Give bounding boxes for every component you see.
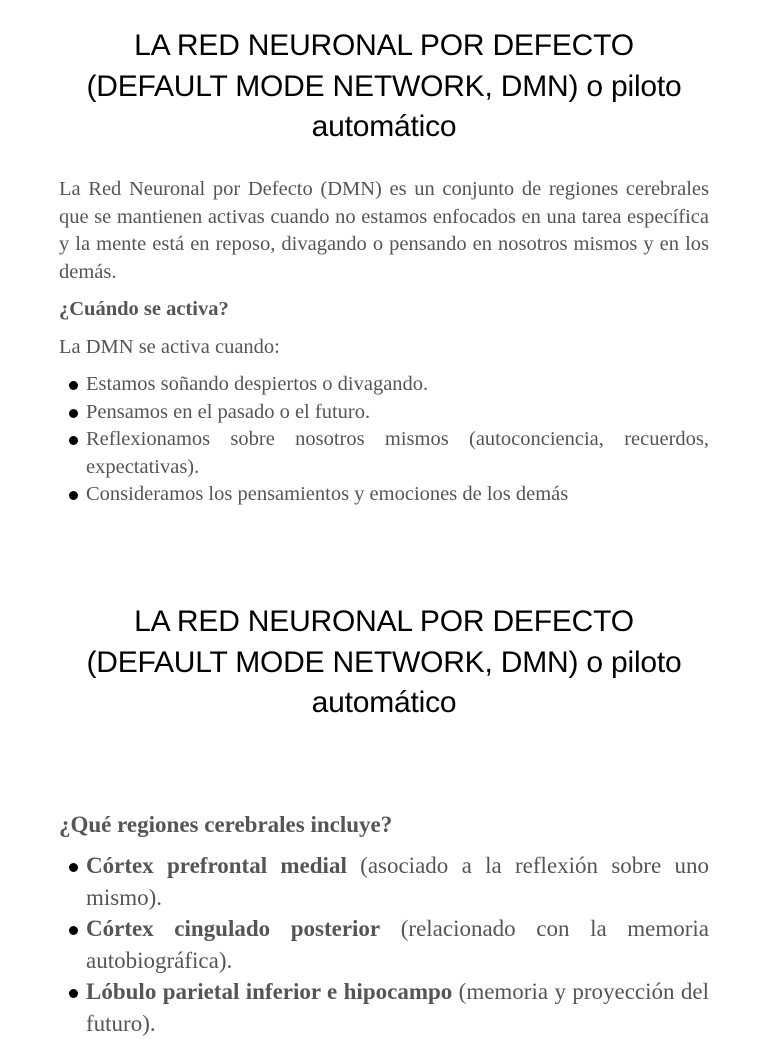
list-item — [59, 426, 709, 481]
list-item — [59, 481, 709, 509]
list-item-text: Estamos soñando despiertos o divagando. — [86, 373, 429, 395]
regions-heading: ¿Qué regiones cerebrales incluye? — [59, 812, 393, 837]
region-term: Córtex prefrontal medial — [86, 853, 347, 878]
intro-paragraph: La Red Neuronal por Defecto (DMN) es un conjunto de regiones cerebrales que se mantienen activas cuando no estamos enfocados en una tarea específica y la mente está en reposo, divagando o pensando en nosotros mismos y en los demás. — [59, 178, 709, 283]
activation-list — [59, 371, 709, 509]
region-description: (asociado a la reflexión sobre uno mismo). — [86, 853, 709, 910]
bullet-icon — [69, 381, 78, 390]
list-item — [59, 399, 709, 427]
bullet-icon — [69, 989, 78, 998]
list-item — [59, 371, 709, 399]
list-item — [59, 850, 709, 913]
list-item — [59, 913, 709, 976]
bullet-icon — [69, 926, 78, 935]
bullet-icon — [69, 863, 78, 872]
region-term: Córtex cingulado posterior — [86, 916, 381, 941]
regions-list — [59, 850, 709, 1039]
list-item — [59, 976, 709, 1039]
list-item-text: Reflexionamos sobre nosotros mismos (autoconciencia, recuerdos, expectativas). — [86, 428, 709, 478]
bullet-icon — [69, 436, 78, 445]
region-description: (relacionado con la memoria autobiográfica). — [86, 916, 709, 973]
slide-2-title: LA RED NEURONAL POR DEFECTO (DEFAULT MODE NETWORK, DMN) o piloto automático — [86, 605, 682, 719]
list-item-text: Pensamos en el pasado o el futuro. — [86, 400, 371, 423]
list-item-text: Consideramos los pensamientos y emociones de los demás — [86, 483, 569, 506]
slide-2 — [0, 576, 768, 1036]
slide-1-title: LA RED NEURONAL POR DEFECTO (DEFAULT MODE NETWORK, DMN) o piloto automático — [86, 29, 682, 143]
bullet-icon — [69, 409, 78, 418]
region-term: Lóbulo parietal inferior e hipocampo — [86, 979, 453, 1004]
region-description: (memoria y proyección del futuro). — [86, 979, 709, 1036]
bullet-icon — [69, 491, 78, 500]
activation-lead: La DMN se activa cuando: — [59, 336, 280, 358]
when-active-heading: ¿Cuándo se activa? — [59, 298, 229, 320]
